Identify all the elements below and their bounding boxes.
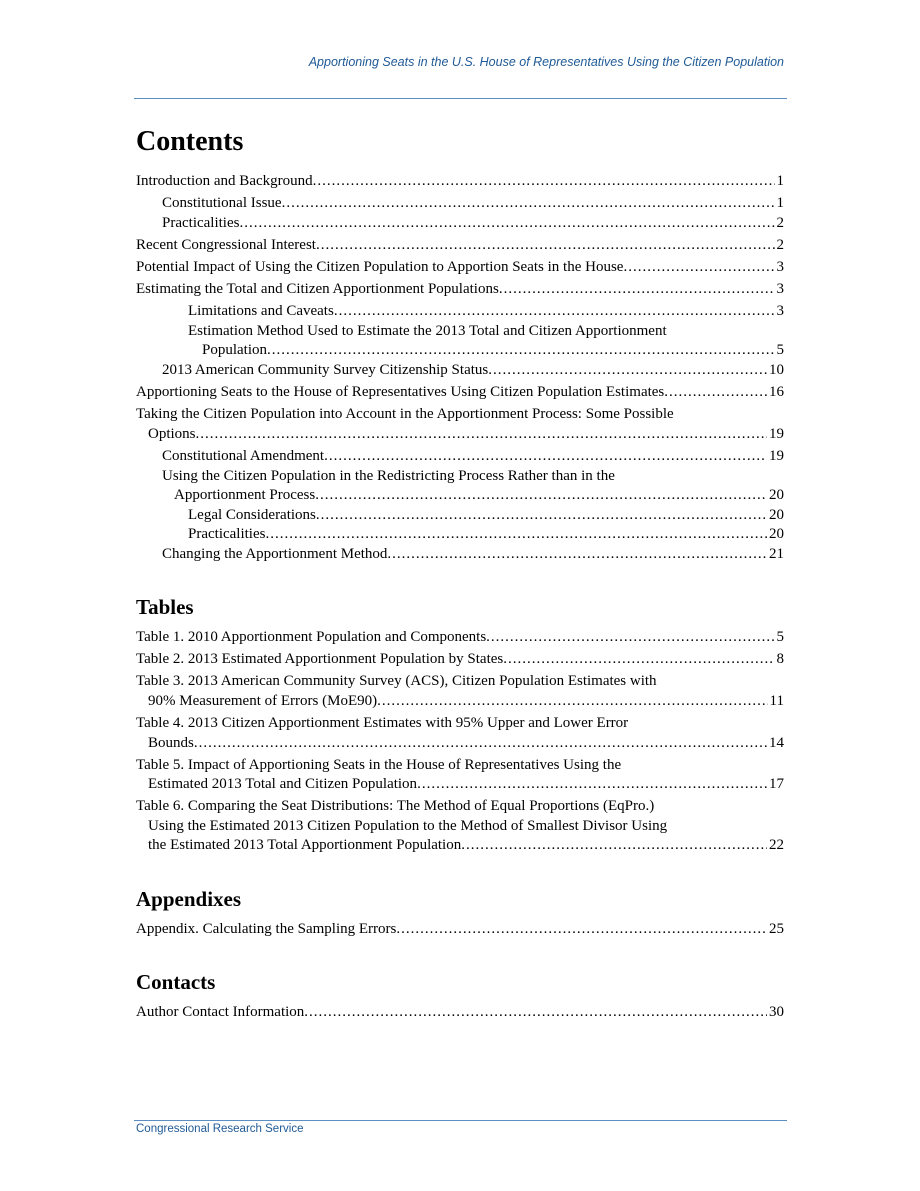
running-header: Apportioning Seats in the U.S. House of Representatives Using the Citizen Population bbox=[308, 55, 784, 69]
toc-entry-title-line: Table 3. 2013 American Community Survey (ACS), Citizen Population Estimates with bbox=[136, 673, 657, 690]
toc-entry-title: 2013 American Community Survey Citizenship Status bbox=[162, 361, 489, 378]
toc-entry-title: Constitutional Amendment bbox=[162, 448, 325, 464]
toc-page-number: 16 bbox=[769, 384, 784, 401]
toc-entry-estimation-method[interactable] bbox=[136, 322, 784, 361]
toc-page-number: 11 bbox=[769, 692, 784, 709]
toc-page-number: 8 bbox=[776, 651, 784, 668]
toc-entry-title: Introduction and Background bbox=[136, 173, 313, 189]
toc-entry-title: Table 1. 2010 Apportionment Population and Components bbox=[136, 629, 487, 645]
toc-entry-acs-citizenship[interactable] bbox=[136, 361, 784, 381]
toc-page-number: 20 bbox=[769, 506, 784, 523]
toc-page-number: 2 bbox=[776, 236, 784, 253]
toc-page-number: 1 bbox=[776, 195, 784, 212]
toc-entry-title: Legal Considerations bbox=[188, 506, 316, 523]
toc-entry-title-line: Table 6. Comparing the Seat Distributions: The Method of Equal Proportions (EqPro.) bbox=[136, 798, 655, 815]
toc-page-number: 1 bbox=[776, 173, 784, 189]
toc-entry-title: Bounds bbox=[148, 734, 194, 751]
toc-entry-table-2[interactable] bbox=[136, 650, 784, 670]
tables-section bbox=[136, 592, 784, 856]
toc-entry-estimating-populations[interactable] bbox=[136, 280, 784, 300]
toc-entry-title: Constitutional Issue bbox=[162, 195, 282, 212]
toc-page-number: 30 bbox=[769, 1004, 784, 1021]
toc-entry-introduction[interactable] bbox=[136, 172, 784, 192]
footer-rule bbox=[134, 1120, 787, 1121]
table-of-contents bbox=[136, 122, 784, 1023]
toc-entry-title: the Estimated 2013 Total Apportionment Population bbox=[148, 837, 462, 854]
appendixes-section bbox=[136, 884, 784, 940]
toc-entry-title: Apportioning Seats to the House of Representatives Using Citizen Population Estimates bbox=[136, 384, 665, 401]
toc-entry-changing-method[interactable] bbox=[136, 545, 784, 565]
toc-entry-title-line: Table 4. 2013 Citizen Apportionment Estimates with 95% Upper and Lower Error bbox=[136, 715, 629, 732]
toc-page-number: 21 bbox=[769, 545, 784, 562]
toc-entry-title: Author Contact Information bbox=[136, 1004, 305, 1021]
toc-entry-possible-options[interactable] bbox=[136, 405, 784, 444]
toc-entry-title-line: Table 5. Impact of Apportioning Seats in the House of Representatives Using the bbox=[136, 756, 622, 773]
footer-organization: Congressional Research Service bbox=[136, 1123, 304, 1135]
toc-entry-redistricting-process[interactable] bbox=[136, 467, 784, 506]
toc-page-number: 14 bbox=[769, 734, 784, 751]
toc-entry-title: Practicalities bbox=[162, 214, 240, 231]
toc-entry-table-6[interactable] bbox=[136, 797, 784, 856]
toc-entry-practicalities-2[interactable] bbox=[136, 525, 784, 545]
toc-entry-constitutional-amendment[interactable] bbox=[136, 447, 784, 467]
toc-entry-title: Estimated 2013 Total and Citizen Population bbox=[148, 776, 418, 793]
toc-entry-title: Changing the Apportionment Method bbox=[162, 545, 388, 562]
toc-entry-legal-considerations[interactable] bbox=[136, 506, 784, 526]
contacts-heading: Contacts bbox=[136, 970, 216, 995]
toc-entry-table-4[interactable] bbox=[136, 714, 784, 753]
toc-entry-limitations[interactable] bbox=[136, 302, 784, 322]
toc-page-number: 22 bbox=[769, 837, 784, 854]
toc-entry-title: Recent Congressional Interest bbox=[136, 236, 316, 253]
toc-entry-title: Options bbox=[148, 425, 196, 442]
toc-entry-title: Population bbox=[202, 342, 268, 359]
toc-page-number: 19 bbox=[769, 425, 784, 442]
toc-entry-title: Appendix. Calculating the Sampling Errors bbox=[136, 920, 397, 937]
contacts-section bbox=[136, 967, 784, 1023]
toc-page-number: 2 bbox=[776, 214, 784, 231]
toc-entry-title: Apportionment Process bbox=[174, 487, 316, 503]
toc-page-number: 5 bbox=[776, 629, 784, 645]
toc-entry-table-1[interactable] bbox=[136, 628, 784, 648]
toc-entry-recent-interest[interactable] bbox=[136, 236, 784, 256]
toc-entry-author-contact[interactable] bbox=[136, 1003, 784, 1023]
toc-entry-title-line: Estimation Method Used to Estimate the 2013 Total and Citizen Apportionment bbox=[188, 322, 667, 339]
toc-entry-potential-impact[interactable] bbox=[136, 258, 784, 278]
toc-entry-title: 90% Measurement of Errors (MoE90) bbox=[148, 692, 378, 709]
toc-page-number: 17 bbox=[769, 776, 784, 793]
toc-page-number: 10 bbox=[769, 361, 784, 378]
toc-entry-title: Limitations and Caveats bbox=[188, 303, 334, 320]
toc-entry-constitutional-issue[interactable] bbox=[136, 194, 784, 214]
toc-entry-title: Potential Impact of Using the Citizen Population to Apportion Seats in the House bbox=[136, 259, 624, 276]
toc-page-number: 3 bbox=[776, 281, 784, 298]
toc-entry-table-5[interactable] bbox=[136, 756, 784, 795]
toc-entry-appendix[interactable] bbox=[136, 920, 784, 940]
toc-page-number: 25 bbox=[769, 920, 784, 937]
toc-page-number: 3 bbox=[776, 259, 784, 276]
toc-page-number: 3 bbox=[776, 303, 784, 320]
toc-entry-apportioning-seats[interactable] bbox=[136, 383, 784, 403]
toc-page-number: 5 bbox=[776, 342, 784, 359]
toc-entry-title: Estimating the Total and Citizen Apportionment Populations bbox=[136, 281, 499, 298]
header-rule bbox=[134, 98, 787, 99]
contents-heading: Contents bbox=[136, 126, 244, 157]
toc-entry-title-line: Taking the Citizen Population into Account in the Apportionment Process: Some Possible bbox=[136, 406, 674, 423]
toc-page-number: 19 bbox=[769, 448, 784, 464]
tables-heading: Tables bbox=[136, 595, 194, 619]
toc-page-number: 20 bbox=[769, 487, 784, 503]
toc-entry-title: Table 2. 2013 Estimated Apportionment Population by States bbox=[136, 651, 504, 668]
toc-entry-title: Practicalities bbox=[188, 526, 266, 542]
toc-entry-title-line: Using the Estimated 2013 Citizen Population to the Method of Smallest Divisor Using bbox=[148, 817, 668, 834]
appendixes-heading: Appendixes bbox=[136, 886, 242, 911]
toc-entry-table-3[interactable] bbox=[136, 672, 784, 711]
toc-entry-title-line: Using the Citizen Population in the Redistricting Process Rather than in the bbox=[162, 467, 615, 484]
toc-entry-practicalities[interactable] bbox=[136, 214, 784, 234]
toc-page-number: 20 bbox=[769, 526, 784, 542]
